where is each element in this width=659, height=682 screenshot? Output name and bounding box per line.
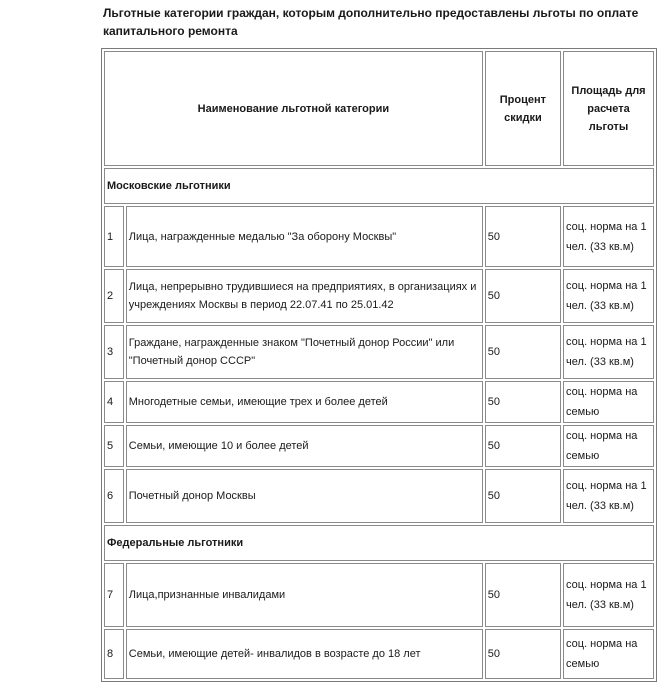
header-discount: Процент скидки — [485, 51, 561, 166]
row-name: Лица, непрерывно трудившиеся на предприятиях, в организациях и учреждениях Москвы в период 22.07.41 по 25.01.42 — [126, 269, 483, 323]
row-area: соц. норма на 1 чел. (33 кв.м) — [563, 469, 654, 523]
row-discount: 50 — [485, 563, 561, 627]
row-number: 4 — [104, 381, 124, 423]
row-area: соц. норма на 1 чел. (33 кв.м) — [563, 563, 654, 627]
row-name: Семьи, имеющие детей- инвалидов в возрасте до 18 лет — [126, 629, 483, 679]
row-name: Лица,признанные инвалидами — [126, 563, 483, 627]
section-federal: Федеральные льготники — [104, 525, 654, 561]
row-discount: 50 — [485, 469, 561, 523]
table-row — [104, 425, 654, 467]
row-name: Семьи, имеющие 10 и более детей — [126, 425, 483, 467]
table-header-row — [104, 51, 654, 166]
row-name: Лица, награжденные медалью "За оборону Москвы" — [126, 206, 483, 267]
table-row — [104, 469, 654, 523]
table-row — [104, 325, 654, 379]
row-number: 5 — [104, 425, 124, 467]
row-area: соц. норма на семью — [563, 629, 654, 679]
row-number: 8 — [104, 629, 124, 679]
row-number: 1 — [104, 206, 124, 267]
row-name: Многодетные семьи, имеющие трех и более детей — [126, 381, 483, 423]
row-area: соц. норма на 1 чел. (33 кв.м) — [563, 269, 654, 323]
row-discount: 50 — [485, 425, 561, 467]
row-area: соц. норма на 1 чел. (33 кв.м) — [563, 325, 654, 379]
row-name: Почетный донор Москвы — [126, 469, 483, 523]
row-area: соц. норма на семью — [563, 381, 654, 423]
row-discount: 50 — [485, 269, 561, 323]
row-discount: 50 — [485, 381, 561, 423]
benefits-table — [101, 48, 657, 682]
row-area: соц. норма на 1 чел. (33 кв.м) — [563, 206, 654, 267]
table-row — [104, 381, 654, 423]
section-row — [104, 168, 654, 204]
table-row — [104, 269, 654, 323]
header-area: Площадь для расчета льготы — [563, 51, 654, 166]
row-discount: 50 — [485, 206, 561, 267]
table-row — [104, 206, 654, 267]
row-area: соц. норма на семью — [563, 425, 654, 467]
row-name: Граждане, награжденные знаком "Почетный донор России" или "Почетный донор СССР" — [126, 325, 483, 379]
row-discount: 50 — [485, 629, 561, 679]
section-row — [104, 525, 654, 561]
section-moscow: Московские льготники — [104, 168, 654, 204]
row-number: 2 — [104, 269, 124, 323]
table-row — [104, 563, 654, 627]
row-number: 6 — [104, 469, 124, 523]
row-number: 7 — [104, 563, 124, 627]
row-discount: 50 — [485, 325, 561, 379]
row-number: 3 — [104, 325, 124, 379]
header-name: Наименование льготной категории — [104, 51, 483, 166]
page-title: Льготные категории граждан, которым дополнительно предоставлены льготы по оплате капитального ремонта — [103, 6, 639, 38]
